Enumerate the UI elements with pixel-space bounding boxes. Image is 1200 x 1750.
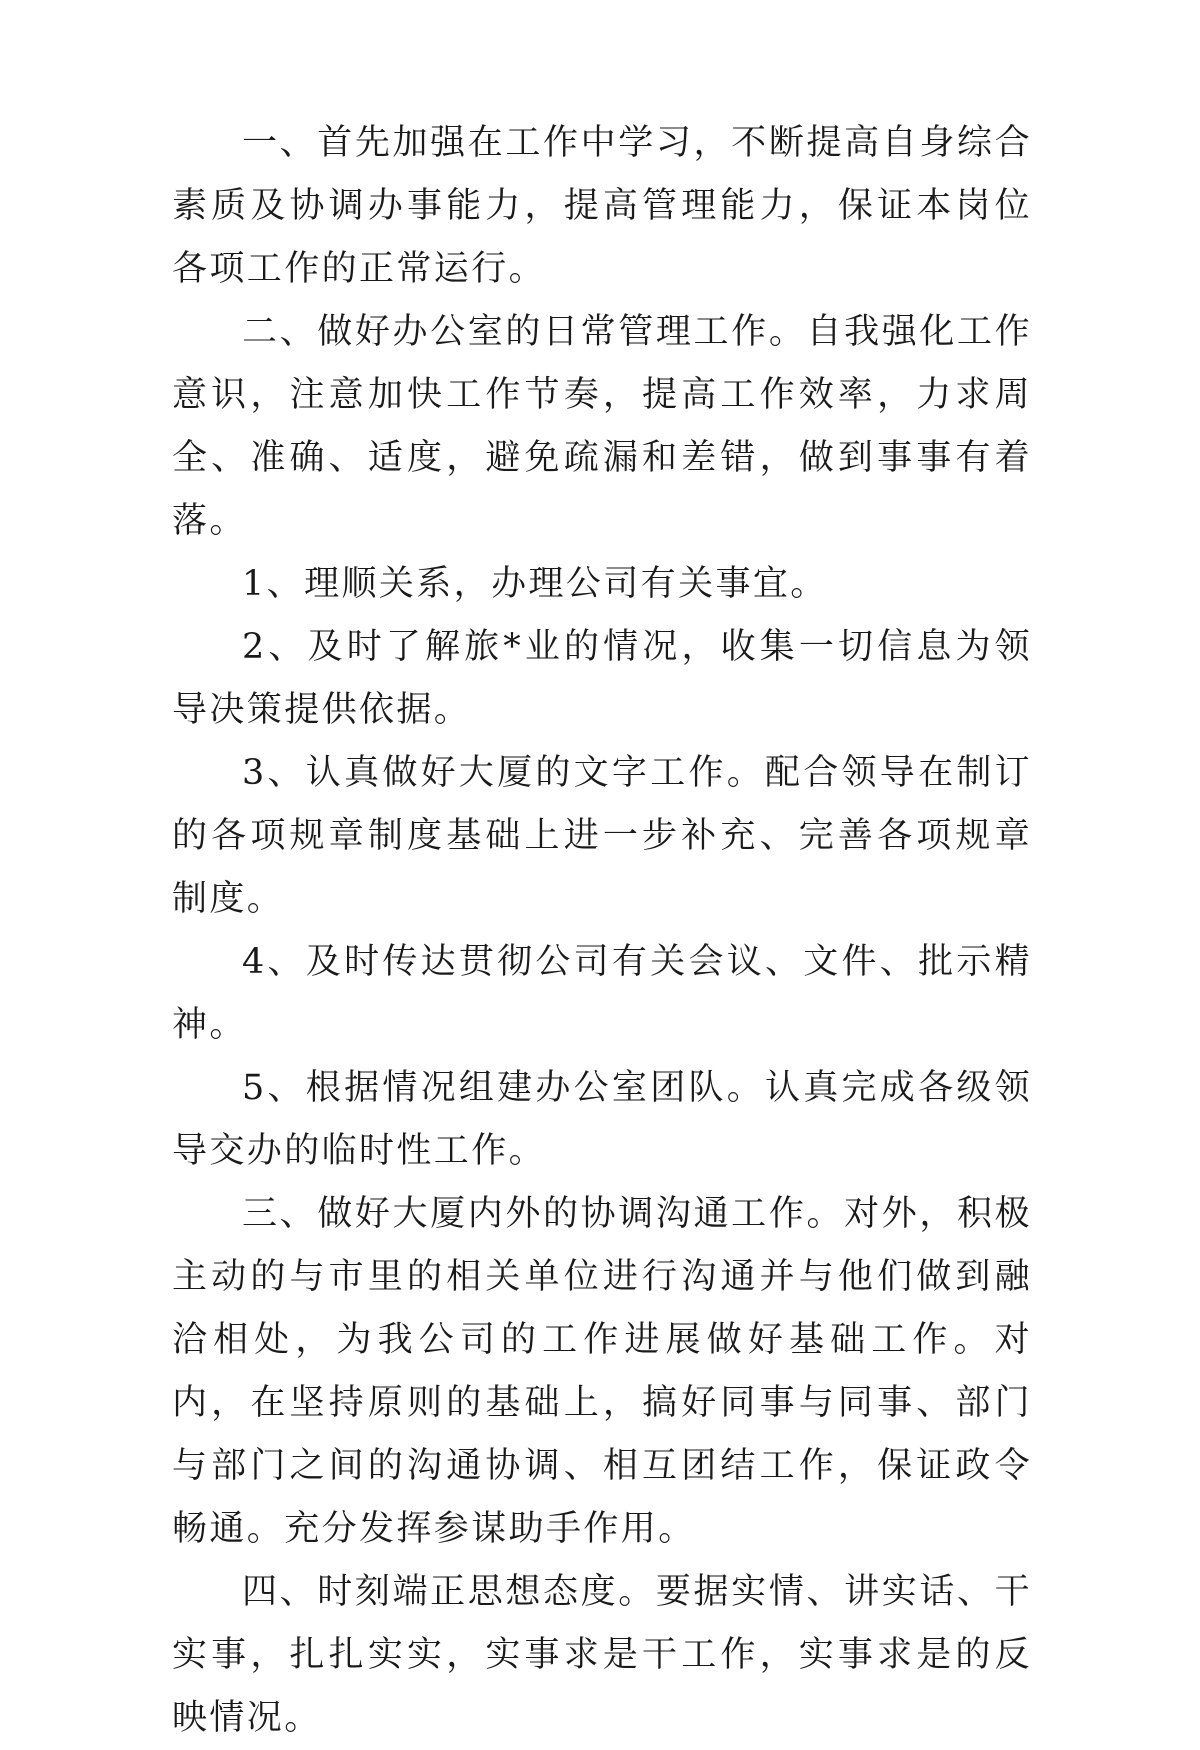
paragraph-attitude: 四、时刻端正思想态度。要据实情、讲实话、干实事，扎扎实实，实事求是干工作，实事求是的反映情况。 xyxy=(172,1572,1032,1738)
document-body xyxy=(172,112,1032,1750)
paragraph-item-1: 1、理顺关系，办理公司有关事宜。 xyxy=(242,564,828,604)
paragraph-item-4: 4、及时传达贯彻公司有关会议、文件、批示精神。 xyxy=(172,942,1032,1045)
paragraph-coordination: 三、做好大厦内外的协调沟通工作。对外，积极主动的与市里的相关单位进行沟通并与他们做到融洽相处，为我公司的工作进展做好基础工作。对内，在坚持原则的基础上，搞好同事与同事、部门与部门之间的沟通协调、相互团结工作，保证政令畅通。充分发挥参谋助手作用。 xyxy=(172,1194,1032,1549)
paragraph-office-management: 二、做好办公室的日常管理工作。自我强化工作意识，注意加快工作节奏，提高工作效率，力求周全、准确、适度，避免疏漏和差错，做到事事有着落。 xyxy=(172,312,1032,541)
paragraph-item-3: 3、认真做好大厦的文字工作。配合领导在制订的各项规章制度基础上进一步补充、完善各项规章制度。 xyxy=(172,753,1032,919)
paragraph-item-2: 2、及时了解旅*业的情况，收集一切信息为领导决策提供依据。 xyxy=(172,627,1032,730)
paragraph-item-5: 5、根据情况组建办公室团队。认真完成各级领导交办的临时性工作。 xyxy=(172,1068,1032,1171)
paragraph-study: 一、首先加强在工作中学习，不断提高自身综合素质及协调办事能力，提高管理能力，保证本岗位各项工作的正常运行。 xyxy=(172,123,1032,289)
